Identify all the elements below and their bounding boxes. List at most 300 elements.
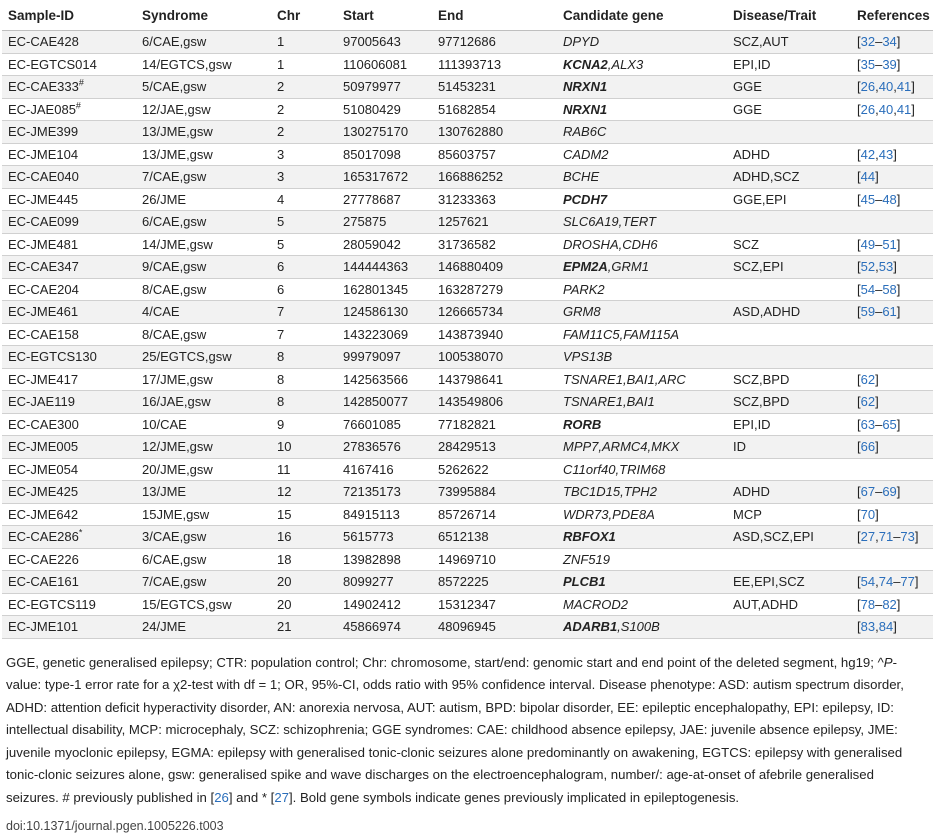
- cell-chr: 2: [271, 98, 337, 121]
- cell-end: 31233363: [432, 188, 557, 211]
- gene-symbol: C11orf40,TRIM68: [563, 461, 666, 477]
- reference-link[interactable]: 62: [860, 394, 876, 410]
- table-row: [2, 31, 933, 54]
- reference-punct: –: [875, 281, 883, 297]
- cell-start: 28059042: [337, 233, 432, 256]
- reference-link[interactable]: 43: [878, 146, 894, 162]
- table-row: [2, 166, 933, 189]
- cell-references: [851, 256, 933, 279]
- cell-end: 28429513: [432, 436, 557, 459]
- cell-candidate-gene: [557, 368, 727, 391]
- cell-start: 14902412: [337, 593, 432, 616]
- cell-sample-id: [2, 616, 136, 639]
- cell-disease-trait: [727, 211, 851, 234]
- reference-link[interactable]: 42: [860, 146, 876, 162]
- gene-symbol-bold: PCDH7: [563, 191, 608, 207]
- reference-link[interactable]: 67: [860, 484, 876, 500]
- reference-punct: –: [875, 236, 883, 252]
- gene-symbol: WDR73,PDE8A: [563, 506, 655, 522]
- reference-link[interactable]: 49: [860, 236, 876, 252]
- cell-disease-trait: ADHD: [727, 143, 851, 166]
- gene-symbol: DPYD: [563, 34, 600, 50]
- table-row: [2, 593, 933, 616]
- cell-start: 130275170: [337, 121, 432, 144]
- reference-link[interactable]: 62: [860, 371, 876, 387]
- cell-end: 163287279: [432, 278, 557, 301]
- cell-start: 85017098: [337, 143, 432, 166]
- sample-id-text: EC-JME461: [8, 304, 79, 320]
- reference-punct: ,: [875, 259, 879, 275]
- cell-sample-id: [2, 593, 136, 616]
- cell-disease-trait: [727, 323, 851, 346]
- cell-sample-id: [2, 481, 136, 504]
- cell-candidate-gene: [557, 301, 727, 324]
- cell-syndrome: 5/CAE,gsw: [136, 76, 271, 99]
- reference-link[interactable]: 35: [860, 56, 876, 72]
- sample-id-text: EC-JME445: [8, 191, 79, 207]
- reference-punct: ]: [911, 101, 915, 117]
- reference-punct: [: [857, 101, 861, 117]
- cell-end: 166886252: [432, 166, 557, 189]
- reference-punct: ]: [896, 416, 901, 432]
- cell-start: 97005643: [337, 31, 432, 54]
- header-chr: Chr: [271, 0, 337, 31]
- cell-end: 146880409: [432, 256, 557, 279]
- cell-sample-id: [2, 503, 136, 526]
- footnote-italic-text: P: [883, 654, 893, 670]
- table-row: [2, 143, 933, 166]
- cell-start: 72135173: [337, 481, 432, 504]
- reference-link[interactable]: 26: [860, 79, 876, 95]
- cell-start: 8099277: [337, 571, 432, 594]
- reference-link[interactable]: 73: [900, 529, 915, 545]
- header-candidate-gene: Candidate gene: [557, 0, 727, 31]
- sample-id-text: EC-JAE085: [8, 101, 76, 117]
- cell-chr: 20: [271, 593, 337, 616]
- cell-start: 110606081: [337, 53, 432, 76]
- cell-chr: 7: [271, 301, 337, 324]
- cell-disease-trait: ADHD,SCZ: [727, 166, 851, 189]
- cell-end: 100538070: [432, 346, 557, 369]
- reference-punct: [: [857, 304, 861, 320]
- cell-candidate-gene: [557, 436, 727, 459]
- cell-candidate-gene: [557, 481, 727, 504]
- header-references: References: [851, 0, 933, 31]
- cell-sample-id: [2, 53, 136, 76]
- table-row: [2, 233, 933, 256]
- cell-end: 143873940: [432, 323, 557, 346]
- cell-references: [851, 503, 933, 526]
- sample-id-text: EC-CAE099: [8, 214, 79, 230]
- gene-symbol-bold: RBFOX1: [563, 529, 616, 545]
- cell-references: [851, 53, 933, 76]
- cell-end: 97712686: [432, 31, 557, 54]
- header-start: Start: [337, 0, 432, 31]
- sample-id-text: EC-JME481: [8, 236, 79, 252]
- reference-link[interactable]: 54: [860, 281, 876, 297]
- cell-end: 31736582: [432, 233, 557, 256]
- reference-punct: ]: [893, 259, 897, 275]
- reference-punct: [: [857, 169, 861, 185]
- reference-punct: [: [857, 191, 861, 207]
- cell-candidate-gene: [557, 503, 727, 526]
- cell-disease-trait: GGE: [727, 98, 851, 121]
- reference-link[interactable]: 45: [860, 191, 876, 207]
- cell-disease-trait: SCZ: [727, 233, 851, 256]
- gene-symbol-bold: KCNA2: [563, 56, 608, 72]
- cell-syndrome: 14/JME,gsw: [136, 233, 271, 256]
- cell-chr: 18: [271, 548, 337, 571]
- sample-id-text: EC-JME425: [8, 484, 79, 500]
- cell-syndrome: 16/JAE,gsw: [136, 391, 271, 414]
- cell-end: 51682854: [432, 98, 557, 121]
- reference-link[interactable]: 70: [860, 506, 876, 522]
- reference-punct: –: [875, 304, 883, 320]
- cell-syndrome: 7/CAE,gsw: [136, 571, 271, 594]
- cell-candidate-gene: [557, 571, 727, 594]
- cell-sample-id: [2, 256, 136, 279]
- header-syndrome: Syndrome: [136, 0, 271, 31]
- reference-punct: [: [857, 146, 861, 162]
- reference-link[interactable]: 34: [882, 34, 897, 50]
- reference-punct: ,: [875, 619, 879, 635]
- cell-start: 27778687: [337, 188, 432, 211]
- cell-chr: 12: [271, 481, 337, 504]
- reference-punct: [: [857, 574, 861, 590]
- gene-symbol: ,GRM1: [607, 259, 649, 275]
- cell-sample-id: [2, 121, 136, 144]
- reference-punct: [: [857, 259, 861, 275]
- table-row: [2, 368, 933, 391]
- footnote-text: -value: type-1 error rate for a χ2-test with df = 1; OR, 95%-CI, odds ratio with 95% confidence interval. Disease phenotype: ASD: autism spectrum disorder, ADHD: attention deficit hyperactivity disorder, AN: anorexia nervosa, AUT: autism, BPD: bipolar disorder, EE: epileptic encephalopathy, EPI: epilepsy, ID: intellectual disability, MCP: microcephaly, SCZ: schizophrenia; GGE syndromes: CAE: childhood absence epilepsy, JAE: juvenile absence epilepsy, JME: juvenile myoclonic epilepsy, EGMA: epilepsy with generalised tonic-clonic seizures alone predominantly on awakening, EGTCS: epilepsy with generalised tonic-clonic seizures alone, gsw: generalised spike and wave discharges on the electroencephalogram, number/: age-at-onset of afebrile generalised seizures. # previously published in [: [6, 654, 904, 805]
- gene-symbol: CADM2: [563, 146, 609, 162]
- cell-references: [851, 413, 933, 436]
- cell-sample-id: [2, 233, 136, 256]
- reference-link[interactable]: 41: [896, 101, 912, 117]
- table-row: [2, 458, 933, 481]
- table-row: [2, 548, 933, 571]
- table-row: [2, 616, 933, 639]
- reference-punct: ,: [875, 529, 879, 545]
- cell-sample-id: [2, 526, 136, 549]
- table-row: [2, 503, 933, 526]
- reference-punct: ]: [896, 484, 901, 500]
- cell-sample-id: [2, 346, 136, 369]
- reference-punct: –: [875, 416, 883, 432]
- cell-start: 124586130: [337, 301, 432, 324]
- table-row: [2, 98, 933, 121]
- cell-references: [851, 278, 933, 301]
- cell-disease-trait: ADHD: [727, 481, 851, 504]
- cell-start: 165317672: [337, 166, 432, 189]
- sample-id-text: EC-CAE347: [8, 259, 79, 275]
- reference-link[interactable]: 77: [900, 574, 915, 590]
- cell-chr: 6: [271, 278, 337, 301]
- sample-id-text: EC-JME005: [8, 439, 79, 455]
- cell-references: [851, 76, 933, 99]
- reference-link[interactable]: 61: [882, 304, 897, 320]
- cell-references: [851, 166, 933, 189]
- reference-link[interactable]: 69: [882, 484, 897, 500]
- reference-link[interactable]: 40: [878, 79, 894, 95]
- cell-syndrome: 15/EGTCS,gsw: [136, 593, 271, 616]
- cell-syndrome: 20/JME,gsw: [136, 458, 271, 481]
- table-row: [2, 436, 933, 459]
- table-row: [2, 346, 933, 369]
- cell-candidate-gene: [557, 76, 727, 99]
- cell-references: [851, 571, 933, 594]
- table-header-row: [2, 0, 933, 31]
- cell-candidate-gene: [557, 53, 727, 76]
- gene-symbol: SLC6A19,TERT: [563, 214, 656, 230]
- cell-start: 51080429: [337, 98, 432, 121]
- gene-symbol: ,S100B: [617, 619, 660, 635]
- cell-candidate-gene: [557, 98, 727, 121]
- cell-syndrome: 13/JME,gsw: [136, 143, 271, 166]
- reference-punct: –: [875, 484, 883, 500]
- table-body: [2, 31, 933, 639]
- cell-disease-trait: MCP: [727, 503, 851, 526]
- table-row: [2, 481, 933, 504]
- reference-punct: ]: [896, 56, 901, 72]
- sample-id-text: EC-CAE300: [8, 416, 79, 432]
- reference-link[interactable]: 26: [860, 101, 876, 117]
- cell-start: 27836576: [337, 436, 432, 459]
- reference-link[interactable]: 66: [860, 439, 876, 455]
- cell-references: [851, 616, 933, 639]
- cell-references: [851, 143, 933, 166]
- cell-syndrome: 3/CAE,gsw: [136, 526, 271, 549]
- reference-punct: [: [857, 484, 861, 500]
- reference-punct: ]: [914, 574, 919, 590]
- reference-link[interactable]: 54: [860, 574, 876, 590]
- table-row: [2, 571, 933, 594]
- cell-sample-id: [2, 166, 136, 189]
- reference-punct: ]: [896, 191, 901, 207]
- header-disease-trait: Disease/Trait: [727, 0, 851, 31]
- footnote-reference-link[interactable]: 27: [274, 789, 289, 805]
- cell-candidate-gene: [557, 413, 727, 436]
- sample-id-text: EC-JME417: [8, 371, 79, 387]
- reference-link[interactable]: 65: [882, 416, 897, 432]
- sample-id-text: EC-CAE428: [8, 34, 79, 50]
- cell-start: 275875: [337, 211, 432, 234]
- reference-link[interactable]: 59: [860, 304, 876, 320]
- reference-punct: ]: [875, 394, 879, 410]
- sample-id-text: EC-CAE040: [8, 169, 79, 185]
- cell-start: 84915113: [337, 503, 432, 526]
- cell-sample-id: [2, 278, 136, 301]
- gene-symbol: PARK2: [563, 281, 605, 297]
- cell-start: 143223069: [337, 323, 432, 346]
- cell-disease-trait: [727, 616, 851, 639]
- reference-punct: [: [857, 596, 861, 612]
- footnote-text: ]. Bold gene symbols indicate genes previously implicated in epileptogenesis.: [289, 789, 740, 805]
- sample-id-text: EC-CAE333: [8, 79, 79, 95]
- cell-disease-trait: [727, 346, 851, 369]
- cell-chr: 7: [271, 323, 337, 346]
- reference-link[interactable]: 83: [860, 619, 876, 635]
- reference-punct: ]: [875, 371, 879, 387]
- reference-link[interactable]: 51: [882, 236, 897, 252]
- cell-end: 111393713: [432, 53, 557, 76]
- sample-id-text: EC-JME642: [8, 506, 79, 522]
- cell-disease-trait: [727, 548, 851, 571]
- table-row: [2, 188, 933, 211]
- cell-end: 5262622: [432, 458, 557, 481]
- cell-sample-id: [2, 76, 136, 99]
- cell-chr: 11: [271, 458, 337, 481]
- reference-link[interactable]: 52: [860, 259, 876, 275]
- sample-id-text: EC-JME399: [8, 124, 79, 140]
- cell-syndrome: 9/CAE,gsw: [136, 256, 271, 279]
- reference-punct: ]: [896, 596, 901, 612]
- cell-start: 5615773: [337, 526, 432, 549]
- reference-punct: [: [857, 416, 861, 432]
- cell-candidate-gene: [557, 211, 727, 234]
- reference-punct: [: [857, 371, 861, 387]
- sample-id-text: EC-CAE226: [8, 551, 79, 567]
- cell-disease-trait: ASD,SCZ,EPI: [727, 526, 851, 549]
- cell-syndrome: 12/JAE,gsw: [136, 98, 271, 121]
- reference-punct: [: [857, 619, 861, 635]
- reference-link[interactable]: 39: [882, 56, 897, 72]
- gene-symbol: TSNARE1,BAI1,ARC: [563, 371, 686, 387]
- reference-punct: [: [857, 506, 861, 522]
- gene-symbol-bold: NRXN1: [563, 79, 608, 95]
- table-row: [2, 278, 933, 301]
- cell-syndrome: 26/JME: [136, 188, 271, 211]
- cell-sample-id: [2, 323, 136, 346]
- cell-end: 85603757: [432, 143, 557, 166]
- reference-punct: [: [857, 439, 861, 455]
- reference-link[interactable]: 78: [860, 596, 876, 612]
- reference-punct: ,: [875, 146, 879, 162]
- reference-punct: [: [857, 281, 861, 297]
- reference-link[interactable]: 53: [878, 259, 894, 275]
- cell-syndrome: 6/CAE,gsw: [136, 211, 271, 234]
- cell-references: [851, 368, 933, 391]
- gene-symbol: TSNARE1,BAI1: [563, 394, 655, 410]
- sample-id-text: EC-CAE158: [8, 326, 79, 342]
- cell-start: 142850077: [337, 391, 432, 414]
- footnote-reference-link[interactable]: 26: [214, 789, 229, 805]
- cell-disease-trait: EE,EPI,SCZ: [727, 571, 851, 594]
- sample-mark: #: [75, 100, 81, 111]
- cell-syndrome: 6/CAE,gsw: [136, 548, 271, 571]
- cell-sample-id: [2, 413, 136, 436]
- reference-punct: –: [875, 596, 883, 612]
- cell-disease-trait: SCZ,AUT: [727, 31, 851, 54]
- reference-link[interactable]: 32: [860, 34, 876, 50]
- cell-sample-id: [2, 391, 136, 414]
- cell-references: [851, 301, 933, 324]
- reference-link[interactable]: 82: [882, 596, 897, 612]
- reference-link[interactable]: 48: [882, 191, 897, 207]
- sample-id-text: EC-EGTCS119: [8, 596, 96, 612]
- header-end: End: [432, 0, 557, 31]
- reference-punct: ]: [893, 619, 897, 635]
- table-row: [2, 256, 933, 279]
- sample-id-text: EC-CAE161: [8, 574, 79, 590]
- gene-symbol-bold: ADARB1: [563, 619, 618, 635]
- cell-chr: 3: [271, 166, 337, 189]
- cell-syndrome: 12/JME,gsw: [136, 436, 271, 459]
- cell-references: [851, 481, 933, 504]
- gene-symbol: MACROD2: [563, 596, 629, 612]
- cell-disease-trait: SCZ,BPD: [727, 368, 851, 391]
- sample-id-text: EC-EGTCS014: [8, 56, 97, 72]
- reference-punct: [: [857, 79, 861, 95]
- cell-disease-trait: SCZ,BPD: [727, 391, 851, 414]
- cell-references: [851, 188, 933, 211]
- gene-symbol: VPS13B: [563, 349, 613, 365]
- cell-references: [851, 121, 933, 144]
- gene-symbol: GRM8: [563, 304, 601, 320]
- gene-symbol: FAM11C5,FAM115A: [563, 326, 680, 342]
- reference-link[interactable]: 41: [896, 79, 912, 95]
- cell-syndrome: 4/CAE: [136, 301, 271, 324]
- sample-mark: #: [78, 77, 84, 88]
- cell-references: [851, 548, 933, 571]
- reference-punct: –: [893, 574, 901, 590]
- cell-disease-trait: SCZ,EPI: [727, 256, 851, 279]
- reference-link[interactable]: 27: [860, 529, 876, 545]
- reference-punct: [: [857, 394, 861, 410]
- cell-disease-trait: GGE,EPI: [727, 188, 851, 211]
- reference-link[interactable]: 44: [860, 169, 876, 185]
- cell-references: [851, 233, 933, 256]
- reference-link[interactable]: 84: [878, 619, 894, 635]
- cell-syndrome: 24/JME: [136, 616, 271, 639]
- reference-punct: ,: [875, 79, 879, 95]
- reference-link[interactable]: 74: [878, 574, 894, 590]
- reference-punct: ]: [911, 79, 915, 95]
- cell-candidate-gene: [557, 616, 727, 639]
- cell-start: 4167416: [337, 458, 432, 481]
- cell-end: 15312347: [432, 593, 557, 616]
- cell-syndrome: 17/JME,gsw: [136, 368, 271, 391]
- sample-id-text: EC-EGTCS130: [8, 349, 97, 365]
- reference-punct: ]: [896, 34, 901, 50]
- cell-references: [851, 98, 933, 121]
- cell-start: 50979977: [337, 76, 432, 99]
- cell-end: 48096945: [432, 616, 557, 639]
- cell-chr: 16: [271, 526, 337, 549]
- header-sample-id: Sample-ID: [2, 0, 136, 31]
- cell-syndrome: 7/CAE,gsw: [136, 166, 271, 189]
- cell-start: 99979097: [337, 346, 432, 369]
- reference-link[interactable]: 63: [860, 416, 876, 432]
- reference-punct: ]: [896, 304, 901, 320]
- cell-references: [851, 31, 933, 54]
- reference-link[interactable]: 40: [878, 101, 894, 117]
- reference-punct: [: [857, 56, 861, 72]
- reference-punct: ,: [893, 101, 897, 117]
- cell-references: [851, 436, 933, 459]
- cell-references: [851, 458, 933, 481]
- sample-id-text: EC-JAE119: [8, 394, 75, 410]
- cell-disease-trait: EPI,ID: [727, 53, 851, 76]
- gene-symbol: ,ALX3: [607, 56, 644, 72]
- reference-link[interactable]: 71: [878, 529, 894, 545]
- cell-start: 13982898: [337, 548, 432, 571]
- cell-chr: 6: [271, 256, 337, 279]
- reference-link[interactable]: 58: [882, 281, 897, 297]
- cell-sample-id: [2, 98, 136, 121]
- cell-chr: 5: [271, 233, 337, 256]
- cell-syndrome: 13/JME: [136, 481, 271, 504]
